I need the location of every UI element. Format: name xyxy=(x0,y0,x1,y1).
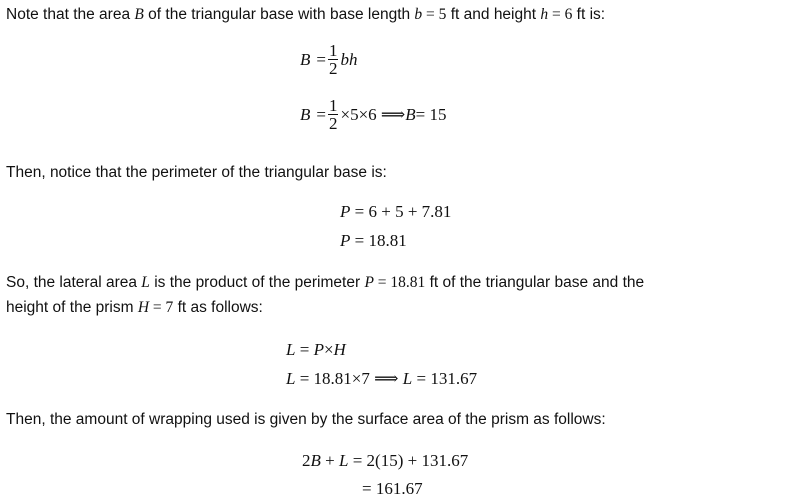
paragraph-surface-area-intro: Then, the amount of wrapping used is given by the surface area of the prism as follows: xyxy=(6,411,606,428)
fraction-one-half xyxy=(328,97,339,132)
equation-surface-area-line2 xyxy=(362,478,423,500)
value-h: = 6 xyxy=(548,6,573,23)
var-B: B xyxy=(310,451,321,470)
text: Note that the area xyxy=(6,6,135,23)
text: of the triangular base with base length xyxy=(143,6,415,23)
equation-lateral-area-computed xyxy=(286,368,477,390)
paragraph-perimeter-intro: Then, notice that the perimeter of the triangular base is: xyxy=(6,164,387,181)
perimeter-result: = 18.81 xyxy=(350,231,407,250)
var-H: H xyxy=(333,340,346,359)
surface-area-result: = 161.67 xyxy=(362,479,423,498)
equals-sign: = xyxy=(295,340,314,359)
text: So, the lateral area xyxy=(6,274,142,291)
text: ft as follows: xyxy=(173,299,263,316)
var-L: L xyxy=(141,274,150,291)
term-bh: bh xyxy=(340,49,358,69)
var-B: B xyxy=(300,104,311,124)
denominator: 2 xyxy=(328,114,338,133)
coefficient: 2 xyxy=(302,451,311,470)
var-L: L xyxy=(402,369,413,388)
var-B: B xyxy=(405,104,416,124)
equation-base-area-computed xyxy=(300,97,447,132)
text: ft and height xyxy=(446,6,541,23)
text: ft is: xyxy=(572,6,606,23)
numerator: 1 xyxy=(328,41,338,60)
perimeter-sum: = 6 + 5 + 7.81 xyxy=(350,202,452,221)
times-sign: × xyxy=(323,340,334,359)
var-L: L xyxy=(286,340,296,359)
value-b: = 5 xyxy=(422,6,447,23)
var-h: h xyxy=(540,6,549,23)
paragraph-lateral-area-intro-line1 xyxy=(6,273,644,293)
equation-lateral-area-formula xyxy=(286,339,346,361)
equation-surface-area-line1 xyxy=(302,450,468,472)
var-L: L xyxy=(286,369,296,388)
text: height of the prism xyxy=(6,299,138,316)
var-L: L xyxy=(338,451,349,470)
equation-perimeter-line1 xyxy=(340,201,451,223)
result-value: = 131.67 xyxy=(412,369,478,388)
equals-sign: = xyxy=(316,49,326,69)
plus-sign: + xyxy=(320,451,339,470)
surface-area-sum: = 2(15) + 131.67 xyxy=(348,451,469,470)
var-P: P xyxy=(340,202,351,221)
var-P: P xyxy=(313,340,324,359)
product-expression: = 18.81×7 ⟹ xyxy=(295,369,403,388)
var-P: P xyxy=(364,274,374,291)
paragraph-lateral-area-intro-line2 xyxy=(6,298,263,318)
equation-perimeter-line2 xyxy=(340,230,407,252)
numerator: 1 xyxy=(328,96,338,115)
text: is the product of the perimeter xyxy=(149,274,365,291)
result-value: = 15 xyxy=(415,104,447,124)
denominator: 2 xyxy=(328,59,338,78)
fraction-one-half xyxy=(328,42,339,77)
equals-sign: = xyxy=(316,104,326,124)
equation-base-area-formula xyxy=(300,42,357,77)
var-B: B xyxy=(300,49,311,69)
var-H: H xyxy=(137,299,150,316)
value-P: = 18.81 xyxy=(373,274,426,291)
product-expression: ×5×6 ⟹ xyxy=(340,104,406,124)
var-B: B xyxy=(134,6,144,23)
value-H: = 7 xyxy=(149,299,174,316)
text: ft of the triangular base and the xyxy=(425,274,645,291)
var-b: b xyxy=(414,6,423,23)
paragraph-base-area-intro xyxy=(6,5,605,25)
var-P: P xyxy=(340,231,351,250)
